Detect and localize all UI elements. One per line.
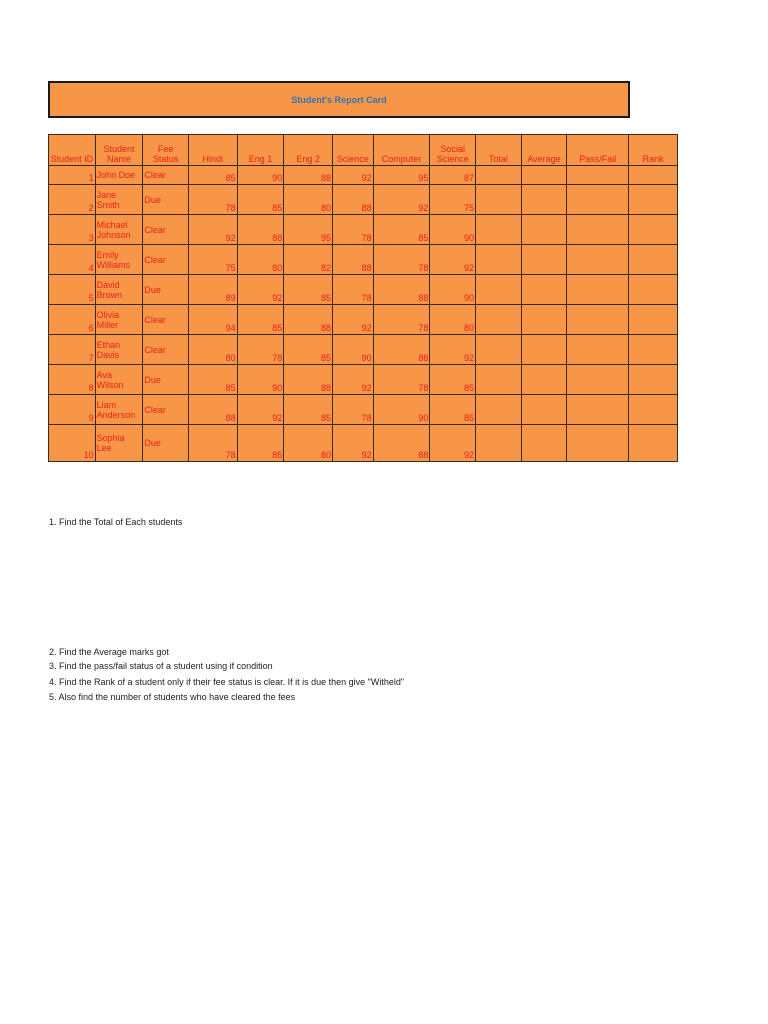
cell-average[interactable] — [521, 275, 567, 305]
cell-average[interactable] — [521, 395, 567, 425]
cell-name[interactable]: Michael Johnson — [95, 215, 143, 245]
cell-social[interactable]: 80 — [430, 305, 476, 335]
cell-eng1[interactable]: 90 — [237, 166, 284, 185]
cell-social[interactable]: 92 — [430, 425, 476, 462]
cell-hindi[interactable]: 94 — [188, 305, 237, 335]
cell-social[interactable]: 85 — [430, 365, 476, 395]
cell-social[interactable]: 87 — [430, 166, 476, 185]
header-student-name: Student Name — [95, 135, 143, 166]
cell-pass-fail[interactable] — [567, 305, 629, 335]
table-row — [49, 275, 678, 305]
cell-rank[interactable] — [629, 335, 678, 365]
cell-fee[interactable]: Clear — [143, 245, 189, 275]
header-student-id: Student ID — [49, 135, 96, 166]
cell-fee[interactable]: Clear — [143, 395, 189, 425]
cell-hindi[interactable]: 89 — [188, 275, 237, 305]
cell-name[interactable]: David Brown — [95, 275, 143, 305]
cell-computer[interactable]: 92 — [373, 185, 430, 215]
cell-social[interactable]: 75 — [430, 185, 476, 215]
cell-id[interactable]: 6 — [49, 305, 96, 335]
cell-science[interactable]: 78 — [333, 275, 374, 305]
cell-average[interactable] — [521, 425, 567, 462]
cell-name[interactable]: Olivia Miller — [95, 305, 143, 335]
header-hindi: Hindi — [188, 135, 237, 166]
cell-average[interactable] — [521, 185, 567, 215]
cell-social[interactable]: 85 — [430, 395, 476, 425]
cell-eng1[interactable]: 92 — [237, 395, 284, 425]
header-science: Science — [333, 135, 374, 166]
cell-rank[interactable] — [629, 166, 678, 185]
cell-average[interactable] — [521, 245, 567, 275]
cell-hindi[interactable]: 80 — [188, 335, 237, 365]
cell-name[interactable]: Liam Anderson — [95, 395, 143, 425]
cell-hindi[interactable]: 78 — [188, 425, 237, 462]
cell-eng1[interactable]: 85 — [237, 185, 284, 215]
cell-eng1[interactable]: 90 — [237, 365, 284, 395]
cell-social[interactable]: 92 — [430, 335, 476, 365]
table-row — [49, 425, 678, 462]
cell-science[interactable]: 92 — [333, 425, 374, 462]
cell-eng2[interactable]: 88 — [284, 305, 333, 335]
cell-id[interactable]: 4 — [49, 245, 96, 275]
header-pass-fail: Pass/Fail — [567, 135, 629, 166]
cell-id[interactable]: 9 — [49, 395, 96, 425]
cell-pass-fail[interactable] — [567, 185, 629, 215]
cell-eng2[interactable]: 80 — [284, 185, 333, 215]
cell-name[interactable]: Jane Smith — [95, 185, 143, 215]
cell-fee[interactable]: Due — [143, 185, 189, 215]
header-rank: Rank — [629, 135, 678, 166]
cell-id[interactable]: 1 — [49, 166, 96, 185]
cell-computer[interactable]: 78 — [373, 365, 430, 395]
cell-pass-fail[interactable] — [567, 275, 629, 305]
cell-total[interactable] — [476, 245, 522, 275]
cell-hindi[interactable]: 92 — [188, 215, 237, 245]
cell-computer[interactable]: 78 — [373, 305, 430, 335]
cell-science[interactable]: 92 — [333, 166, 374, 185]
cell-eng2[interactable]: 80 — [284, 425, 333, 462]
cell-average[interactable] — [521, 365, 567, 395]
cell-fee[interactable]: Due — [143, 275, 189, 305]
cell-computer[interactable]: 88 — [373, 425, 430, 462]
header-computer: Computer — [373, 135, 430, 166]
cell-eng2[interactable]: 88 — [284, 365, 333, 395]
cell-rank[interactable] — [629, 395, 678, 425]
header-total: Total — [476, 135, 522, 166]
cell-fee[interactable]: Clear — [143, 335, 189, 365]
cell-rank[interactable] — [629, 215, 678, 245]
cell-eng2[interactable]: 85 — [284, 335, 333, 365]
cell-eng2[interactable]: 82 — [284, 245, 333, 275]
cell-eng1[interactable]: 88 — [237, 215, 284, 245]
header-eng-2: Eng 2 — [284, 135, 333, 166]
cell-computer[interactable]: 85 — [373, 215, 430, 245]
cell-science[interactable]: 90 — [333, 335, 374, 365]
cell-social[interactable]: 90 — [430, 215, 476, 245]
table-header-row — [49, 135, 678, 166]
cell-id[interactable]: 5 — [49, 275, 96, 305]
cell-hindi[interactable]: 75 — [188, 245, 237, 275]
instruction-2: 2. Find the Average marks got — [49, 647, 169, 657]
cell-pass-fail[interactable] — [567, 395, 629, 425]
cell-id[interactable]: 3 — [49, 215, 96, 245]
cell-id[interactable]: 8 — [49, 365, 96, 395]
cell-total[interactable] — [476, 166, 522, 185]
cell-average[interactable] — [521, 166, 567, 185]
cell-hindi[interactable]: 88 — [188, 395, 237, 425]
cell-rank[interactable] — [629, 275, 678, 305]
report-card-table — [48, 134, 678, 462]
cell-pass-fail[interactable] — [567, 425, 629, 462]
table-row — [49, 335, 678, 365]
cell-total[interactable] — [476, 335, 522, 365]
cell-total[interactable] — [476, 395, 522, 425]
cell-computer[interactable]: 95 — [373, 166, 430, 185]
cell-eng2[interactable]: 85 — [284, 275, 333, 305]
cell-average[interactable] — [521, 335, 567, 365]
cell-eng1[interactable]: 92 — [237, 275, 284, 305]
table-row — [49, 245, 678, 275]
cell-eng2[interactable]: 85 — [284, 395, 333, 425]
cell-fee[interactable]: Clear — [143, 215, 189, 245]
cell-hindi[interactable]: 85 — [188, 166, 237, 185]
cell-id[interactable]: 10 — [49, 425, 96, 462]
cell-total[interactable] — [476, 365, 522, 395]
cell-total[interactable] — [476, 185, 522, 215]
header-fee-status: Fee Status — [143, 135, 189, 166]
cell-rank[interactable] — [629, 425, 678, 462]
cell-social[interactable]: 92 — [430, 245, 476, 275]
cell-name[interactable]: Emily Williams — [95, 245, 143, 275]
cell-total[interactable] — [476, 305, 522, 335]
cell-total[interactable] — [476, 215, 522, 245]
cell-pass-fail[interactable] — [567, 365, 629, 395]
cell-name[interactable]: Ethan Davis — [95, 335, 143, 365]
cell-average[interactable] — [521, 215, 567, 245]
cell-id[interactable]: 7 — [49, 335, 96, 365]
cell-fee[interactable]: Due — [143, 365, 189, 395]
cell-name[interactable]: John Doe — [95, 166, 143, 185]
cell-rank[interactable] — [629, 305, 678, 335]
cell-fee[interactable]: Due — [143, 425, 189, 462]
cell-rank[interactable] — [629, 365, 678, 395]
report-card-title: Student's Report Card — [291, 94, 387, 105]
header-average: Average — [521, 135, 567, 166]
table-row — [49, 395, 678, 425]
cell-hindi[interactable]: 78 — [188, 185, 237, 215]
cell-fee[interactable]: Clear — [143, 166, 189, 185]
cell-science[interactable]: 92 — [333, 305, 374, 335]
cell-computer[interactable]: 88 — [373, 335, 430, 365]
header-social-science: Social Science — [430, 135, 476, 166]
instruction-3: 3. Find the pass/fail status of a student using if condition — [49, 661, 273, 671]
cell-science[interactable]: 78 — [333, 215, 374, 245]
cell-eng2[interactable]: 88 — [284, 166, 333, 185]
cell-eng1[interactable]: 85 — [237, 305, 284, 335]
instruction-4: 4. Find the Rank of a student only if their fee status is clear. If it is due then give "Witheld" — [49, 677, 405, 687]
cell-eng1[interactable]: 85 — [237, 425, 284, 462]
table-row — [49, 365, 678, 395]
header-eng-1: Eng 1 — [237, 135, 284, 166]
cell-total[interactable] — [476, 275, 522, 305]
cell-rank[interactable] — [629, 185, 678, 215]
cell-eng2[interactable]: 95 — [284, 215, 333, 245]
cell-fee[interactable]: Clear — [143, 305, 189, 335]
cell-computer[interactable]: 78 — [373, 245, 430, 275]
cell-id[interactable]: 2 — [49, 185, 96, 215]
cell-hindi[interactable]: 85 — [188, 365, 237, 395]
instruction-5: 5. Also find the number of students who have cleared the fees — [49, 692, 296, 702]
cell-eng1[interactable]: 80 — [237, 245, 284, 275]
report-card-title-box — [48, 81, 630, 118]
cell-science[interactable]: 78 — [333, 395, 374, 425]
cell-computer[interactable]: 88 — [373, 275, 430, 305]
table-row — [49, 305, 678, 335]
cell-pass-fail[interactable] — [567, 335, 629, 365]
cell-pass-fail[interactable] — [567, 245, 629, 275]
cell-science[interactable]: 92 — [333, 365, 374, 395]
cell-pass-fail[interactable] — [567, 215, 629, 245]
table-row — [49, 166, 678, 185]
cell-total[interactable] — [476, 425, 522, 462]
table-row — [49, 185, 678, 215]
cell-name[interactable]: Ava Wilson — [95, 365, 143, 395]
cell-eng1[interactable]: 78 — [237, 335, 284, 365]
cell-name[interactable]: Sophia Lee — [95, 425, 143, 462]
cell-science[interactable]: 88 — [333, 185, 374, 215]
cell-science[interactable]: 88 — [333, 245, 374, 275]
cell-rank[interactable] — [629, 245, 678, 275]
cell-pass-fail[interactable] — [567, 166, 629, 185]
instruction-1: 1. Find the Total of Each students — [49, 517, 183, 527]
table-row — [49, 215, 678, 245]
cell-social[interactable]: 90 — [430, 275, 476, 305]
cell-computer[interactable]: 90 — [373, 395, 430, 425]
cell-average[interactable] — [521, 305, 567, 335]
